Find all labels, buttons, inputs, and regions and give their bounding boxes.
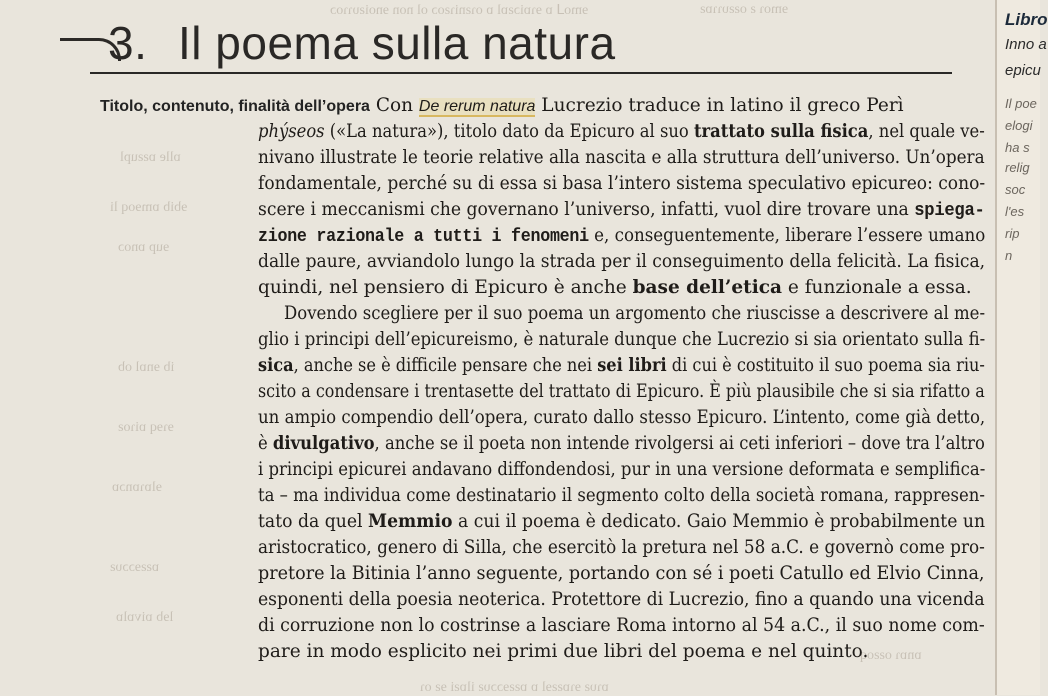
paragraph-line: glio i principi dell’epicureismo, è naturale dunque che Lucrezio si sia orientato sulla fi-: [258, 329, 986, 350]
bold-term: zione razionale a tutti i fenomeni: [258, 226, 589, 247]
sidebar-line: elogi: [1005, 118, 1033, 133]
sidebar-line: l'es: [1005, 204, 1025, 219]
paragraph-line: [258, 226, 985, 247]
bold-term: spiega-: [914, 200, 985, 221]
sidebar-line: Inno a: [1005, 36, 1047, 53]
text-run: è: [258, 433, 273, 454]
paragraph-label: Titolo, contenuto, finalità dell’opera: [100, 98, 370, 115]
text-run: Lucrezio traduce in latino il greco Perì: [535, 95, 904, 116]
paragraph-line: [258, 200, 985, 221]
text-run: di cui è costituito il suo poema sia riu-: [666, 355, 985, 376]
paragraph-line: [258, 356, 985, 376]
text-run: , anche se il poeta non intende rivolgersi ai ceti inferiori – dove tra l’altro: [374, 433, 985, 454]
italic-word: phýseos: [258, 121, 325, 142]
text-run: , anche se è difficile pensare che nei: [293, 355, 598, 376]
bold-term: sei libri: [597, 355, 667, 376]
bold-term: divulgativo: [272, 433, 375, 454]
paragraph-line: [258, 278, 972, 298]
work-title: De rerum natura: [418, 98, 536, 115]
paragraph-line: i principi epicurei andavano diffondendosi, pur in una versione deformata e semplifica-: [258, 459, 986, 480]
heading-underline: [90, 72, 952, 74]
text-run: a cui il poema è dedicato. Gaio Memmio è probabilmente un: [452, 511, 986, 532]
text-run: Con: [375, 95, 419, 116]
sidebar-line: Libro: [1005, 10, 1048, 29]
paragraph-line: scito a condensare i trentasette del trattato di Epicuro. È più plausibile che si sia rifatto a: [258, 381, 985, 402]
paragraph-line: di corruzione non lo costrinse a lasciare Roma intorno al 54 a.C., il suo nome com-: [258, 615, 985, 636]
margin-sidebar: [995, 0, 1048, 695]
sidebar-line: n: [1005, 248, 1013, 263]
paragraph-line: fondamentale, perché su di essa si basa l’intero sistema speculativo epicureo: cono-: [258, 173, 986, 194]
sidebar-line: rip: [1005, 226, 1020, 241]
paragraph-line: pare in modo esplicito nei primi due libri del poema e nel quinto.: [258, 641, 869, 662]
paragraph-line: pretore la Bitinia l’anno seguente, portando con sé i poeti Catullo ed Elvio Cinna,: [258, 563, 985, 584]
sidebar-line: ha s: [1005, 140, 1030, 155]
text-run: , nel quale ve-: [868, 121, 985, 142]
sidebar-line: epicu: [1005, 62, 1041, 79]
book-page: ɘmo⅃ ɒ ɘɿɒiɔƨɒl ɒ oɿƨniɿƨoɔ ol non ɘnoiƨυɿɿoɔ ɘmoɿ ƨ oƨƨυɿɿɒƨ ɒlle ɒƨƨupl ɘbib ɒmɘoq li ɘup ɒnoɔ ib ɘnɒl ob ɘɿɘq ɒiɿoƨ ɘlɒɿɒnɔɒ ɒƨƨɘɔɔυƨ lɘb ɒivɒlɒ ɒnɒɿ oƨƨoq ɒɿυƨ ɘɿɒƨƨɘl ɒ ɒƨƨɘɔɔυƨ ilɒƨi ɘƨ oɿ 3. Il poema sulla natura Libro Inno a epicu Il poe elogi ha s relig soc l'es rip n Titolo, contenuto, finalità dell’opera Con De rerum natura Lucrezio traduce in latino il greco Perì phýseos («La natura»), titolo dato da Epicuro al suo trattato sulla fisica, nel quale ve- nivano illustrate le teorie relative alla nascita e alla struttura dell’universo. Un’opera fondamentale, perché su di essa si basa l’intero sistema speculativo epicureo: cono- scere i meccanismi che governano l’universo, infatti, vuol dire trovare una spiega- zione razionale a tutti i fenomeni e, conseguentemente, liberare l’essere umano dalle paure, avviandolo lungo la strada per il conseguimento della felicità. La fisica, quindi, nel pensiero di Epicuro è anche base dell’etica e funzionale a essa. Dovendo scegliere per il suo poema un argomento che riuscisse a descrivere al me- glio i principi dell’epicureismo, è naturale dunque che Lucrezio si sia orientato sulla fi- sica, anche se è difficile pensare che nei sei libri di cui è costituito il suo poema sia riu- scito a condensare i trentasette del trattato di Epicuro. È più plausibile che si sia rifatto a un ampio compendio dell’opera, curato dallo stesso Epicuro. L’intento, come già detto, è divulgativo, anche se il poeta non intende rivolgersi ai ceti inferiori – dove tra l’altro i principi epicurei andavano diffondendosi, pur in una versione deformata e semplifica- ta – ma individua come destinatario il segmento colto della società romana, rappresen- tato da quel Memmio a cui il poema è dedicato. Gaio Memmio è probabilmente un aristocratico, genero di Silla, che esercitò la pretura nel 58 a.C. e governò come pro- pretore la Bitinia l’anno seguente, portando con sé i poeti Catullo ed Elvio Cinna, esponenti della poesia neoterica. Protettore di Lucrezio, fino a quando una vicenda di corruzione non lo costrinse a lasciare Roma intorno al 54 a.C., il suo nome com- pare in modo esplicito nei primi due libri del poema e nel quinto.: [0, 0, 1038, 695]
paragraph-line: [100, 96, 904, 117]
paragraph-line: un ampio compendio dell’opera, curato dallo stesso Epicuro. L’intento, come già detto,: [258, 407, 986, 428]
paragraph-line: [258, 122, 985, 142]
paragraph-line: esponenti della poesia neoterica. Protettore di Lucrezio, fino a quando una vicenda: [258, 589, 985, 610]
bold-term: sica: [258, 355, 294, 376]
sidebar-line: soc: [1005, 182, 1026, 197]
bold-term: trattato sulla fisica: [693, 121, 869, 142]
text-run: tato da quel: [258, 511, 369, 532]
bold-term: Memmio: [368, 511, 453, 532]
section-title: Il poema sulla natura: [178, 17, 616, 69]
sidebar-line: relig: [1005, 160, 1030, 175]
section-heading: [90, 10, 970, 76]
bold-term: base dell’etica: [632, 277, 782, 298]
paragraph-line: aristocratico, genero di Silla, che esercitò la pretura nel 58 a.C. e governò come pro-: [258, 537, 985, 558]
section-number: 3.: [108, 17, 148, 69]
paragraph-line: ta – ma individua come destinatario il segmento colto della società romana, rappresen-: [258, 485, 985, 506]
paragraph-line: [258, 434, 985, 454]
paragraph-line: Dovendo scegliere per il suo poema un argomento che riuscisse a descrivere al me-: [284, 303, 986, 324]
text-run: scere i meccanismi che governano l’universo, infatti, vuol dire trovare una: [258, 199, 915, 220]
text-run: («La natura»), titolo dato da Epicuro al suo: [324, 121, 694, 142]
paragraph-line: dalle paure, avviandolo lungo la strada per il conseguimento della felicità. La fisica,: [258, 251, 986, 272]
paragraph-line: nivano illustrate le teorie relative alla nascita e alla struttura dell’universo. Un’opera: [258, 147, 985, 168]
text-run: quindi, nel pensiero di Epicuro è anche: [258, 277, 633, 298]
paragraph-line: [258, 512, 985, 532]
text-run: e, conseguentemente, liberare l’essere umano: [588, 225, 986, 246]
sidebar-line: Il poe: [1005, 96, 1037, 111]
text-run: e funzionale a essa.: [781, 277, 972, 298]
